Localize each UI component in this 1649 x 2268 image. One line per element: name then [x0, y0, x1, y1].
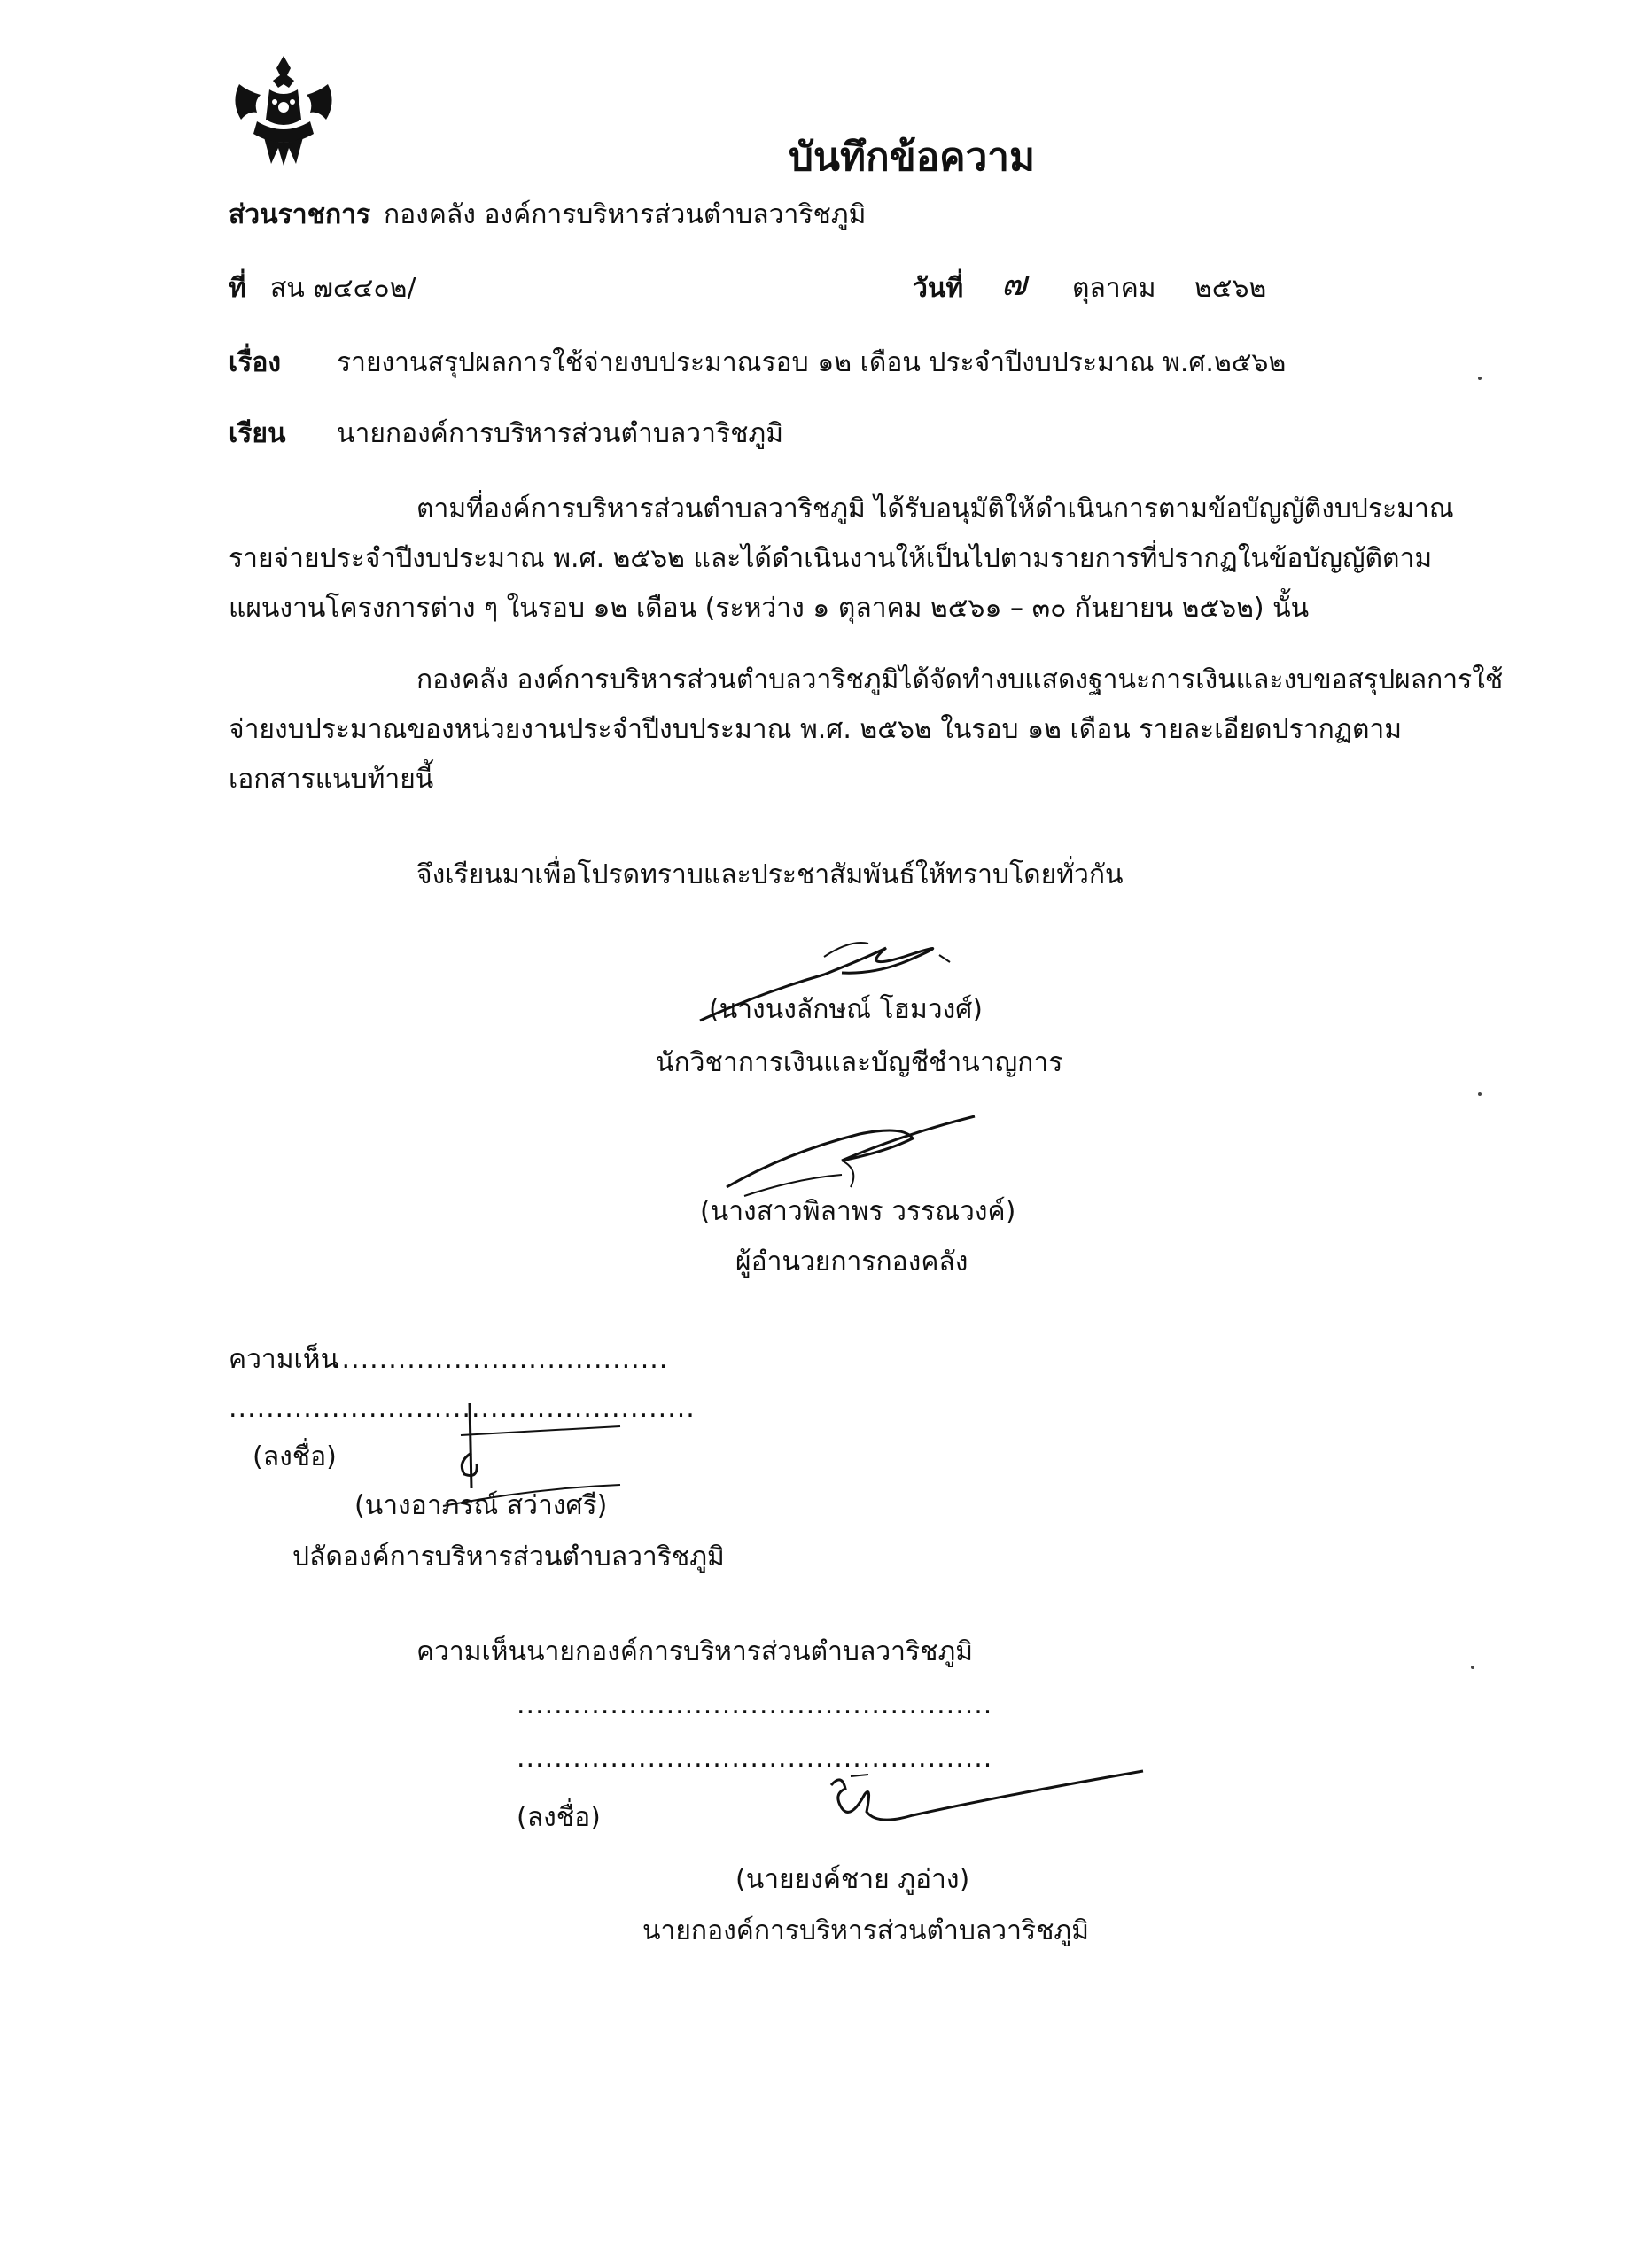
closing-line: จึงเรียนมาเพื่อโปรดทราบและประชาสัมพันธ์ให้ทราบโดยทั่วกัน: [416, 859, 1124, 890]
agency-label: ส่วนราชการ: [229, 199, 371, 230]
subject-value: รายงานสรุปผลการใช้จ่ายงบประมาณรอบ ๑๒ เดือน ประจำปีงบประมาณ พ.ศ.๒๕๖๒: [337, 347, 1287, 378]
ref-value: สน ๗๔๔๐๒/: [270, 273, 416, 304]
opinion1-label: ความเห็น: [229, 1344, 339, 1375]
opinion1-sign-label: (ลงชื่อ): [253, 1441, 337, 1472]
signature-2: [709, 1099, 1001, 1205]
para1-line3: แผนงานโครงการต่าง ๆ ในรอบ ๑๒ เดือน (ระหว่าง ๑ ตุลาคม ๒๕๖๑ – ๓๐ กันยายน ๒๕๖๒) นั้น: [229, 593, 1310, 624]
signer1-name: (นางนงลักษณ์ โฮมวงศ์): [709, 994, 983, 1025]
to-label: เรียน: [229, 418, 286, 449]
agency-value: กองคลัง องค์การบริหารส่วนตำบลวาริชภูมิ: [384, 199, 867, 230]
garuda-emblem-icon: [222, 49, 346, 173]
opinion2-sign-label: (ลงชื่อ): [517, 1802, 601, 1833]
opinion1-dots2: ..................................................: [229, 1393, 696, 1424]
opinion2-name: (นายยงค์ชาย ภูอ่าง): [735, 1864, 970, 1895]
para1-line2: รายจ่ายประจำปีงบประมาณ พ.ศ. ๒๕๖๒ และได้ดำเนินงานให้เป็นไปตามรายการที่ปรากฏในข้อบัญญัติตาม: [229, 543, 1433, 574]
scan-speck: [1478, 377, 1482, 380]
date-day: ๗: [1001, 264, 1027, 303]
opinion2-dots1: ...................................................: [517, 1689, 993, 1720]
signer2-position: ผู้อำนวยการกองคลัง: [735, 1247, 968, 1278]
date-label: วันที่: [913, 273, 964, 304]
opinion1-dots1: ....................................: [332, 1344, 669, 1375]
date-month: ตุลาคม: [1072, 273, 1156, 304]
signer1-position: นักวิชาการเงินและบัญชีชำนาญการ: [656, 1047, 1063, 1078]
opinion1-name: (นางอาภรณ์ สว่างศรี): [354, 1490, 608, 1521]
memo-title: บันทึกข้อความ: [789, 135, 1036, 180]
para1-line1: ตามที่องค์การบริหารส่วนตำบลวาริชภูมิ ได้รับอนุมัติให้ดำเนินการตามข้อบัญญัติงบประมาณ: [416, 493, 1454, 524]
to-value: นายกองค์การบริหารส่วนตำบลวาริชภูมิ: [337, 418, 783, 449]
scan-speck: [1471, 1666, 1474, 1669]
para2-line2: จ่ายงบประมาณของหน่วยงานประจำปีงบประมาณ พ.ศ. ๒๕๖๒ ในรอบ ๑๒ เดือน รายละเอียดปรากฏตาม: [229, 714, 1403, 745]
opinion2-label: ความเห็นนายกองค์การบริหารส่วนตำบลวาริชภูมิ: [416, 1636, 974, 1667]
subject-label: เรื่อง: [229, 347, 282, 378]
opinion2-dots2: ...................................................: [517, 1743, 993, 1774]
opinion2-position: นายกองค์การบริหารส่วนตำบลวาริชภูมิ: [642, 1915, 1089, 1946]
ref-label: ที่: [229, 273, 246, 304]
scan-speck: [1478, 1092, 1482, 1096]
opinion1-position: ปลัดองค์การบริหารส่วนตำบลวาริชภูมิ: [292, 1542, 725, 1573]
para2-line3: เอกสารแนบท้ายนี้: [229, 764, 434, 795]
date-year: ๒๕๖๒: [1194, 273, 1267, 304]
signer2-name: (นางสาวพิลาพร วรรณวงค์): [700, 1196, 1016, 1227]
para2-line1: กองคลัง องค์การบริหารส่วนตำบลวาริชภูมิได้จัดทำงบแสดงฐานะการเงินและงบขอสรุปผลการใช้: [416, 664, 1504, 695]
signature-4: [815, 1759, 1152, 1847]
